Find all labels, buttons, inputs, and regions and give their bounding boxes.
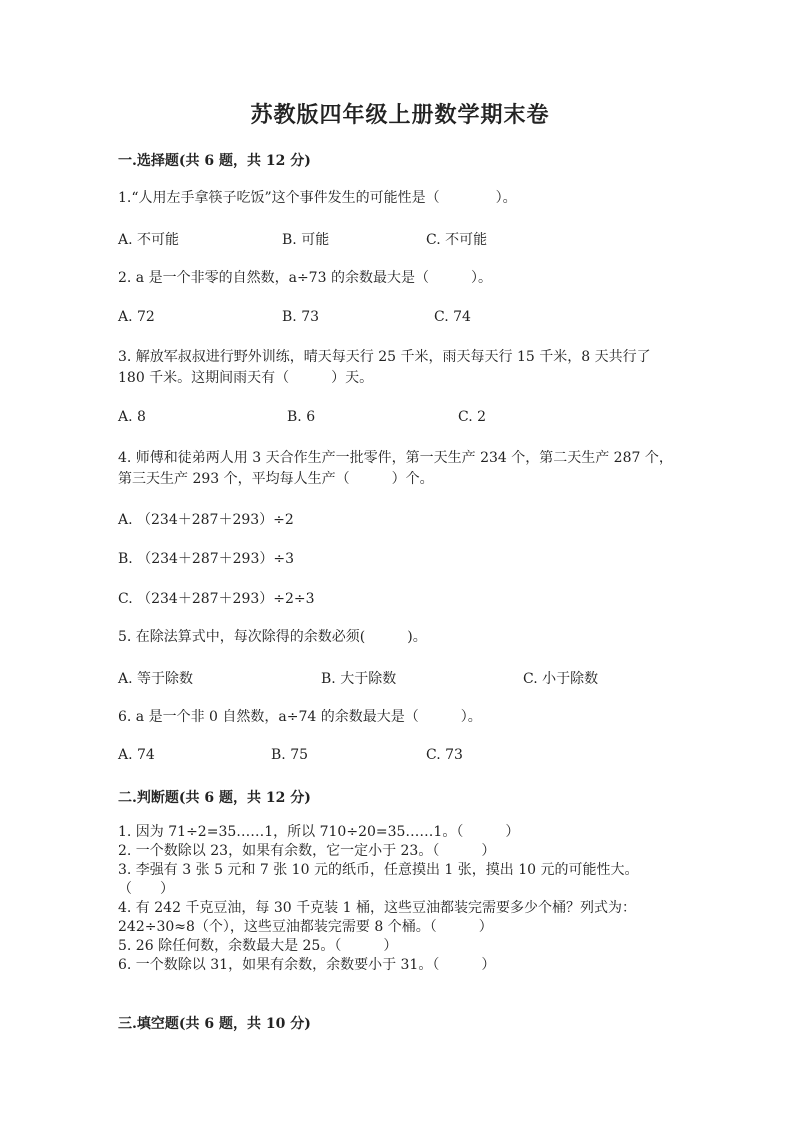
choice-q6-option-c: C. 73	[426, 747, 463, 763]
choice-question-3: 3. 解放军叔叔进行野外训练，晴天每天行 25 千米，雨天每天行 15 千米，8 天共行了 180 千米。这期间雨天有（ ）天。	[118, 349, 651, 386]
choice-q5-option-c: C. 小于除数	[523, 671, 599, 687]
choice-q4-option-b: B. （234＋287＋293）÷3	[118, 551, 294, 567]
choice-q2-option-a: A. 72	[118, 309, 155, 325]
choice-q5-option-b: B. 大于除数	[321, 671, 397, 687]
choice-q4-option-a: A. （234＋287＋293）÷2	[118, 512, 294, 528]
judge-item-1: 1. 因为 71÷2=35……1，所以 710÷20=35……1。（ ）	[118, 824, 520, 840]
section-heading-choice: 一.选择题(共 6 题，共 12 分)	[118, 153, 311, 169]
choice-q5-option-a: A. 等于除数	[118, 671, 194, 687]
judge-list	[118, 823, 678, 975]
choice-q3-option-c: C. 2	[458, 409, 487, 425]
choice-q6-option-a: A. 74	[118, 747, 155, 763]
choice-q2-option-b: B. 73	[282, 309, 320, 325]
choice-question-1: 1.“人用左手拿筷子吃饭”这个事件发生的可能性是（ ）。	[118, 190, 517, 206]
judge-item-2: 2. 一个数除以 23，如果有余数，它一定小于 23。（ ）	[118, 843, 496, 859]
judge-item-4: 4. 有 242 千克豆油，每 30 千克装 1 桶，这些豆油都装完需要多少个桶？列式为：242÷30≈8（个），这些豆油都装完需要 8 个桶。（ ）	[118, 900, 636, 935]
choice-q1-option-c: C. 不可能	[426, 232, 488, 248]
section-heading-fill: 三.填空题(共 6 题，共 10 分)	[118, 1016, 311, 1032]
choice-question-2: 2. a 是一个非零的自然数，a÷73 的余数最大是（ ）。	[118, 270, 492, 286]
section-heading-judge: 二.判断题(共 6 题，共 12 分)	[118, 790, 311, 806]
choice-q4-option-c: C. （234＋287＋293）÷2÷3	[118, 591, 315, 607]
judge-item-6: 6. 一个数除以 31，如果有余数，余数要小于 31。（ ）	[118, 957, 496, 973]
judge-item-5: 5. 26 除任何数，余数最大是 25。（ ）	[118, 938, 398, 954]
judge-item-3: 3. 李强有 3 张 5 元和 7 张 10 元的纸币，任意摸出 1 张，摸出 10 元的可能性大。 （ ）	[118, 862, 660, 897]
choice-q3-option-b: B. 6	[287, 409, 316, 425]
choice-q6-option-b: B. 75	[271, 747, 309, 763]
exam-title: 苏教版四年级上册数学期末卷	[250, 102, 550, 128]
choice-q1-option-a: A. 不可能	[118, 232, 180, 248]
choice-q3-option-a: A. 8	[118, 409, 146, 425]
choice-q2-option-c: C. 74	[434, 309, 471, 325]
choice-question-4: 4. 师傅和徒弟两人用 3 天合作生产一批零件，第一天生产 234 个，第二天生产 287 个，第三天生产 293 个，平均每人生产（ ）个。	[118, 450, 673, 487]
choice-question-6: 6. a 是一个非 0 自然数，a÷74 的余数最大是（ ）。	[118, 709, 482, 725]
choice-q1-option-b: B. 可能	[282, 232, 330, 248]
choice-question-5: 5. 在除法算式中，每次除得的余数必须( )。	[118, 629, 427, 645]
